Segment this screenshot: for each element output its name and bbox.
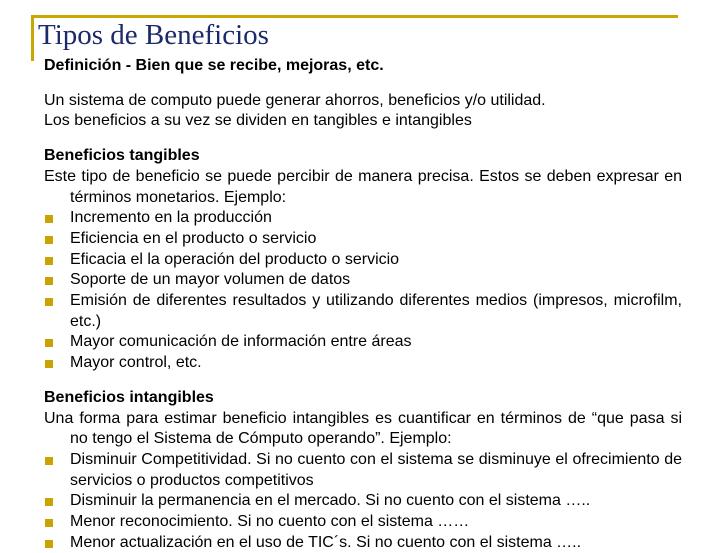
definition-text: Definición - Bien que se recibe, mejoras, etc.: [44, 57, 384, 74]
list-item-text: Mayor control, etc.: [70, 354, 202, 372]
list-item: [44, 512, 682, 533]
slide-content: [44, 56, 682, 553]
list-item-text: Emisión de diferentes resultados y utilizando diferentes medios (impresos, microfilm, etc.): [70, 292, 682, 330]
intangibles-description: [44, 409, 682, 450]
list-item-text: Menor reconocimiento. Si no cuento con el sistema ……: [70, 513, 470, 531]
square-bullet-icon: [45, 360, 53, 368]
tangibles-heading: Beneficios tangibles: [44, 147, 200, 165]
list-item-text: Menor actualización en el uso de TIC´s. Si no cuento con el sistema …..: [70, 533, 582, 551]
list-item-text: Disminuir la permanencia en el mercado. Si no cuento con el sistema …..: [70, 492, 591, 510]
list-item-text: Disminuir Competitividad. Si no cuento con el sistema se disminuye el ofrecimiento de servicios o productos competitivos: [70, 450, 682, 489]
square-bullet-icon: [45, 298, 53, 306]
list-item: [44, 332, 682, 353]
list-item-text: Eficacia el la operación del producto o servicio: [70, 250, 400, 268]
square-bullet-icon: [45, 257, 53, 265]
square-bullet-icon: [45, 215, 53, 223]
list-item: [44, 208, 682, 229]
list-item: [44, 250, 682, 271]
list-item-text: Eficiencia en el producto o servicio: [70, 229, 317, 247]
title-frame-top-border: [31, 15, 678, 18]
square-bullet-icon: [45, 339, 53, 347]
intro-line-2: Los beneficios a su vez se dividen en tangibles e intangibles: [44, 112, 472, 130]
list-item: [44, 491, 682, 512]
square-bullet-icon: [45, 519, 53, 527]
tangibles-description-text: Este tipo de beneficio se puede percibir de manera precisa. Estos se deben expresar en términos monetarios. Ejemplo:: [44, 167, 682, 206]
square-bullet-icon: [45, 540, 53, 548]
square-bullet-icon: [45, 277, 53, 285]
list-item-text: Soporte de un mayor volumen de datos: [70, 271, 351, 289]
title-frame-left-border: [31, 15, 34, 61]
intangibles-description-text: Una forma para estimar beneficio intangibles es cuantificar en términos de “que pasa si no tengo el Sistema de Cómputo operando”. Ejemplo:: [44, 409, 682, 448]
page-title: Tipos de Beneficios: [38, 19, 269, 51]
list-item: [44, 270, 682, 291]
intangibles-list: [44, 450, 682, 553]
square-bullet-icon: [45, 498, 53, 506]
list-item: [44, 533, 682, 553]
list-item-text: Incremento en la producción: [70, 209, 272, 227]
intangibles-heading: Beneficios intangibles: [44, 388, 214, 406]
square-bullet-icon: [45, 236, 53, 244]
list-item: [44, 229, 682, 250]
list-item: [44, 450, 682, 491]
tangibles-list: [44, 208, 682, 374]
list-item: [44, 353, 682, 374]
square-bullet-icon: [45, 457, 53, 465]
list-item-text: Mayor comunicación de información entre áreas: [70, 333, 412, 351]
intro-line-1: Un sistema de computo puede generar ahorros, beneficios y/o utilidad.: [44, 91, 546, 109]
list-item: [44, 291, 682, 332]
tangibles-description: [44, 167, 682, 208]
